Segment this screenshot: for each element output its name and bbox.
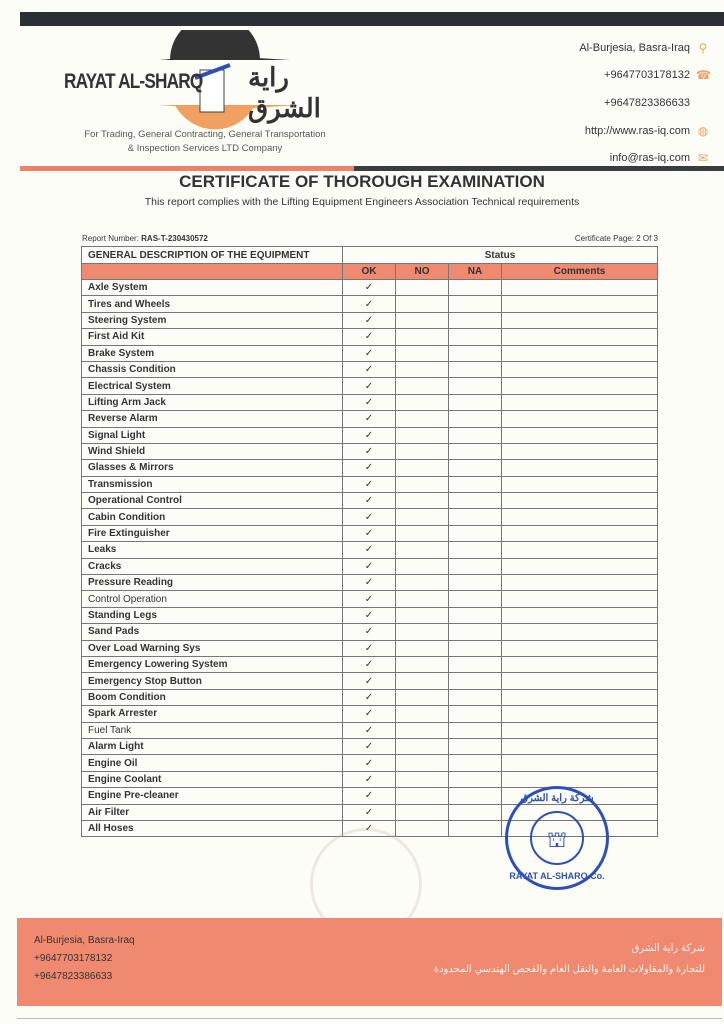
table-row <box>82 394 658 410</box>
row-label: First Aid Kit <box>82 329 343 345</box>
status-no-cell <box>396 656 449 672</box>
row-label: Glasses & Mirrors <box>82 460 343 476</box>
row-label: Emergency Stop Button <box>82 673 343 689</box>
status-ok-cell: ✓ <box>343 788 396 804</box>
contact-address <box>579 34 710 62</box>
status-ok-cell: ✓ <box>343 427 396 443</box>
table-row <box>82 656 658 672</box>
comments-cell <box>502 509 658 525</box>
status-no-cell <box>396 706 449 722</box>
status-ok-cell: ✓ <box>343 460 396 476</box>
status-na-cell <box>449 542 502 558</box>
status-no-cell <box>396 312 449 328</box>
table-row <box>82 296 658 312</box>
row-label: Signal Light <box>82 427 343 443</box>
tagline <box>60 128 350 156</box>
status-na-cell <box>449 804 502 820</box>
status-ok-cell: ✓ <box>343 280 396 296</box>
status-na-cell <box>449 280 502 296</box>
contact-website[interactable] <box>579 117 710 145</box>
top-bar <box>20 12 724 26</box>
status-na-cell <box>449 525 502 541</box>
row-label: Engine Oil <box>82 755 343 771</box>
status-na-cell <box>449 656 502 672</box>
row-label: Wind Shield <box>82 443 343 459</box>
table-row <box>82 542 658 558</box>
status-na-cell <box>449 755 502 771</box>
status-na-cell <box>449 378 502 394</box>
comments-cell <box>502 575 658 591</box>
status-no-cell <box>396 345 449 361</box>
table-row <box>82 411 658 427</box>
row-label: All Hoses <box>82 820 343 836</box>
status-no-cell <box>396 575 449 591</box>
table-row <box>82 722 658 738</box>
status-na-cell <box>449 394 502 410</box>
status-ok-cell: ✓ <box>343 673 396 689</box>
col-na: NA <box>449 264 502 280</box>
status-no-cell <box>396 558 449 574</box>
comments-cell <box>502 558 658 574</box>
table-row <box>82 575 658 591</box>
row-label: Spark Arrester <box>82 706 343 722</box>
status-ok-cell: ✓ <box>343 820 396 836</box>
status-na-cell <box>449 411 502 427</box>
contact-text: +9647703178132 <box>604 69 690 82</box>
table-row <box>82 525 658 541</box>
status-na-cell <box>449 329 502 345</box>
status-no-cell <box>396 329 449 345</box>
status-na-cell <box>449 427 502 443</box>
status-no-cell <box>396 525 449 541</box>
comments-cell <box>502 706 658 722</box>
row-label: Steering System <box>82 312 343 328</box>
status-na-cell <box>449 607 502 623</box>
status-ok-cell: ✓ <box>343 656 396 672</box>
table-row <box>82 706 658 722</box>
comments-cell <box>502 345 658 361</box>
status-ok-cell: ✓ <box>343 329 396 345</box>
comments-cell <box>502 673 658 689</box>
location-pin-icon: ⚲ <box>698 40 708 55</box>
status-ok-cell: ✓ <box>343 525 396 541</box>
tagline-line: & Inspection Services LTD Company <box>127 143 283 154</box>
stamp-text-ar: شركة راية الشرق <box>520 793 594 804</box>
status-no-cell <box>396 427 449 443</box>
status-ok-cell: ✓ <box>343 312 396 328</box>
comments-cell <box>502 738 658 754</box>
status-no-cell <box>396 722 449 738</box>
status-na-cell <box>449 722 502 738</box>
status-na-cell <box>449 361 502 377</box>
status-ok-cell: ✓ <box>343 411 396 427</box>
row-label: Electrical System <box>82 378 343 394</box>
contact-text[interactable]: info@ras-iq.com <box>609 152 690 165</box>
status-na-cell <box>449 443 502 459</box>
footer-phone: +9647703178132 <box>34 953 113 964</box>
phone-icon: ☎ <box>696 68 711 83</box>
status-na-cell <box>449 296 502 312</box>
report-number-label: Report Number: <box>82 234 139 243</box>
comments-cell <box>502 329 658 345</box>
comments-cell <box>502 607 658 623</box>
status-na-cell <box>449 345 502 361</box>
status-na-cell <box>449 460 502 476</box>
comments-cell <box>502 624 658 640</box>
status-na-cell <box>449 575 502 591</box>
comments-cell <box>502 755 658 771</box>
status-no-cell <box>396 640 449 656</box>
page-title: CERTIFICATE OF THOROUGH EXAMINATION <box>179 172 545 191</box>
table-row <box>82 771 658 787</box>
status-no-cell <box>396 378 449 394</box>
status-ok-cell: ✓ <box>343 493 396 509</box>
status-no-cell <box>396 542 449 558</box>
table-row <box>82 738 658 754</box>
table-row <box>82 280 658 296</box>
contact-list <box>579 34 710 172</box>
row-label: Alarm Light <box>82 738 343 754</box>
comments-cell <box>502 411 658 427</box>
table-row <box>82 443 658 459</box>
comments-cell <box>502 476 658 492</box>
table-row <box>82 591 658 607</box>
row-label: Standing Legs <box>82 607 343 623</box>
row-label: Pressure Reading <box>82 575 343 591</box>
comments-cell <box>502 493 658 509</box>
status-na-cell <box>449 771 502 787</box>
status-ok-cell: ✓ <box>343 345 396 361</box>
status-no-cell <box>396 411 449 427</box>
status-na-cell <box>449 312 502 328</box>
comments-cell <box>502 542 658 558</box>
status-ok-cell: ✓ <box>343 476 396 492</box>
contact-text[interactable]: http://www.ras-iq.com <box>584 124 690 137</box>
status-ok-cell: ✓ <box>343 443 396 459</box>
status-na-cell <box>449 624 502 640</box>
row-label: Over Load Warning Sys <box>82 640 343 656</box>
status-no-cell <box>396 607 449 623</box>
col-no: NO <box>396 264 449 280</box>
status-ok-cell: ✓ <box>343 755 396 771</box>
globe-icon: ◍ <box>697 123 709 138</box>
status-no-cell <box>396 296 449 312</box>
status-no-cell <box>396 820 449 836</box>
row-label: Fire Extinguisher <box>82 525 343 541</box>
status-ok-cell: ✓ <box>343 509 396 525</box>
status-na-cell <box>449 706 502 722</box>
comments-cell <box>502 378 658 394</box>
table-row <box>82 345 658 361</box>
row-label: Cabin Condition <box>82 509 343 525</box>
comments-cell <box>502 280 658 296</box>
derrick-icon: ⛫ <box>530 811 584 865</box>
blank-icon <box>696 96 710 110</box>
footer-arabic-desc: للتجارة والمقاولات العامة والنقل العام والفحص الهندسي المحدودة <box>433 964 705 975</box>
status-ok-cell: ✓ <box>343 722 396 738</box>
contact-text: Al-Burjesia, Basra-Iraq <box>579 41 690 54</box>
comments-cell <box>502 443 658 459</box>
status-na-cell <box>449 820 502 836</box>
status-no-cell <box>396 361 449 377</box>
comments-cell <box>502 394 658 410</box>
table-row <box>82 312 658 328</box>
comments-cell <box>502 312 658 328</box>
report-number <box>82 234 208 243</box>
footer <box>17 918 722 1006</box>
comments-cell <box>502 361 658 377</box>
row-label: Boom Condition <box>82 689 343 705</box>
company-stamp <box>505 786 609 890</box>
col-comments: Comments <box>502 264 658 280</box>
comments-cell <box>502 591 658 607</box>
status-ok-cell: ✓ <box>343 558 396 574</box>
page-subtitle: This report complies with the Lifting Equipment Engineers Association Technical requirements <box>144 196 580 208</box>
status-no-cell <box>396 476 449 492</box>
comments-cell <box>502 722 658 738</box>
table-row <box>82 476 658 492</box>
inspection-table <box>81 246 658 837</box>
comments-cell <box>502 427 658 443</box>
status-no-cell <box>396 689 449 705</box>
status-ok-cell: ✓ <box>343 607 396 623</box>
status-ok-cell: ✓ <box>343 624 396 640</box>
row-label: Engine Pre-cleaner <box>82 788 343 804</box>
row-label: Axle System <box>82 280 343 296</box>
status-ok-cell: ✓ <box>343 640 396 656</box>
status-ok-cell: ✓ <box>343 394 396 410</box>
footer-address: Al-Burjesia, Basra-Iraq <box>34 935 135 946</box>
bottom-line <box>17 1018 722 1019</box>
row-label: Tires and Wheels <box>82 296 343 312</box>
status-ok-cell: ✓ <box>343 738 396 754</box>
footer-contacts <box>34 932 135 986</box>
status-no-cell <box>396 788 449 804</box>
status-ok-cell: ✓ <box>343 296 396 312</box>
status-ok-cell: ✓ <box>343 591 396 607</box>
table-row <box>82 509 658 525</box>
comments-cell <box>502 640 658 656</box>
row-label: Leaks <box>82 542 343 558</box>
certificate-page: Certificate Page: 2 Of 3 <box>574 234 658 243</box>
table-row <box>82 558 658 574</box>
status-ok-cell: ✓ <box>343 804 396 820</box>
table-row <box>82 361 658 377</box>
comments-cell <box>502 689 658 705</box>
status-na-cell <box>449 509 502 525</box>
status-no-cell <box>396 624 449 640</box>
status-na-cell <box>449 640 502 656</box>
col-ok: OK <box>343 264 396 280</box>
status-ok-cell: ✓ <box>343 575 396 591</box>
table-row <box>82 329 658 345</box>
row-label: Control Operation <box>82 591 343 607</box>
status-na-cell <box>449 738 502 754</box>
table-header-row <box>82 247 658 264</box>
row-label: Air Filter <box>82 804 343 820</box>
logo-text-ar: راية الشرق <box>248 62 321 123</box>
status-no-cell <box>396 755 449 771</box>
status-no-cell <box>396 591 449 607</box>
table-row <box>82 673 658 689</box>
row-label: Engine Coolant <box>82 771 343 787</box>
table-subheader-row <box>82 264 658 280</box>
table-row <box>82 460 658 476</box>
blank-header <box>82 264 343 280</box>
comments-cell <box>502 771 658 787</box>
footer-arabic-name: شركة راية الشرق <box>631 943 705 954</box>
row-label: Cracks <box>82 558 343 574</box>
status-na-cell <box>449 689 502 705</box>
status-na-cell <box>449 476 502 492</box>
status-ok-cell: ✓ <box>343 706 396 722</box>
footer-phone: +9647823386633 <box>34 971 113 982</box>
row-label: Fuel Tank <box>82 722 343 738</box>
status-no-cell <box>396 738 449 754</box>
status-ok-cell: ✓ <box>343 542 396 558</box>
mail-icon: ✉ <box>697 151 709 166</box>
company-logo <box>60 30 360 130</box>
report-meta <box>82 234 658 243</box>
status-no-cell <box>396 280 449 296</box>
table-row <box>82 493 658 509</box>
status-na-cell <box>449 493 502 509</box>
status-header: Status <box>343 247 658 264</box>
status-no-cell <box>396 460 449 476</box>
status-no-cell <box>396 394 449 410</box>
row-label: Reverse Alarm <box>82 411 343 427</box>
desc-header: GENERAL DESCRIPTION OF THE EQUIPMENT <box>82 247 343 264</box>
status-ok-cell: ✓ <box>343 378 396 394</box>
status-ok-cell: ✓ <box>343 361 396 377</box>
row-label: Brake System <box>82 345 343 361</box>
table-row <box>82 755 658 771</box>
status-no-cell <box>396 673 449 689</box>
logo-text-en: RAYAT AL-SHARQ <box>64 70 203 93</box>
status-na-cell <box>449 788 502 804</box>
comments-cell <box>502 656 658 672</box>
status-no-cell <box>396 771 449 787</box>
status-no-cell <box>396 443 449 459</box>
footer-arabic <box>434 938 705 980</box>
divider-dark <box>354 166 724 171</box>
status-na-cell <box>449 673 502 689</box>
contact-phone <box>579 62 710 90</box>
row-label: Sand Pads <box>82 624 343 640</box>
row-label: Transmission <box>82 476 343 492</box>
table-row <box>82 427 658 443</box>
comments-cell <box>502 296 658 312</box>
row-label: Operational Control <box>82 493 343 509</box>
table-row <box>82 607 658 623</box>
row-label: Lifting Arm Jack <box>82 394 343 410</box>
stamp-text-en: RAYAT AL-SHARQ Co. <box>509 871 605 881</box>
report-number-value: RAS-T-230430572 <box>141 234 208 243</box>
comments-cell <box>502 460 658 476</box>
status-no-cell <box>396 493 449 509</box>
status-ok-cell: ✓ <box>343 771 396 787</box>
table-row <box>82 640 658 656</box>
contact-phone <box>579 89 710 117</box>
contact-text: +9647823386633 <box>604 96 690 109</box>
status-no-cell <box>396 509 449 525</box>
status-ok-cell: ✓ <box>343 689 396 705</box>
row-label: Emergency Lowering System <box>82 656 343 672</box>
tagline-line: For Trading, General Contracting, General Transportation <box>84 129 326 140</box>
divider-orange <box>20 166 354 171</box>
table-row <box>82 689 658 705</box>
status-na-cell <box>449 558 502 574</box>
row-label: Chassis Condition <box>82 361 343 377</box>
status-no-cell <box>396 804 449 820</box>
status-na-cell <box>449 591 502 607</box>
comments-cell <box>502 525 658 541</box>
table-row <box>82 624 658 640</box>
table-row <box>82 378 658 394</box>
